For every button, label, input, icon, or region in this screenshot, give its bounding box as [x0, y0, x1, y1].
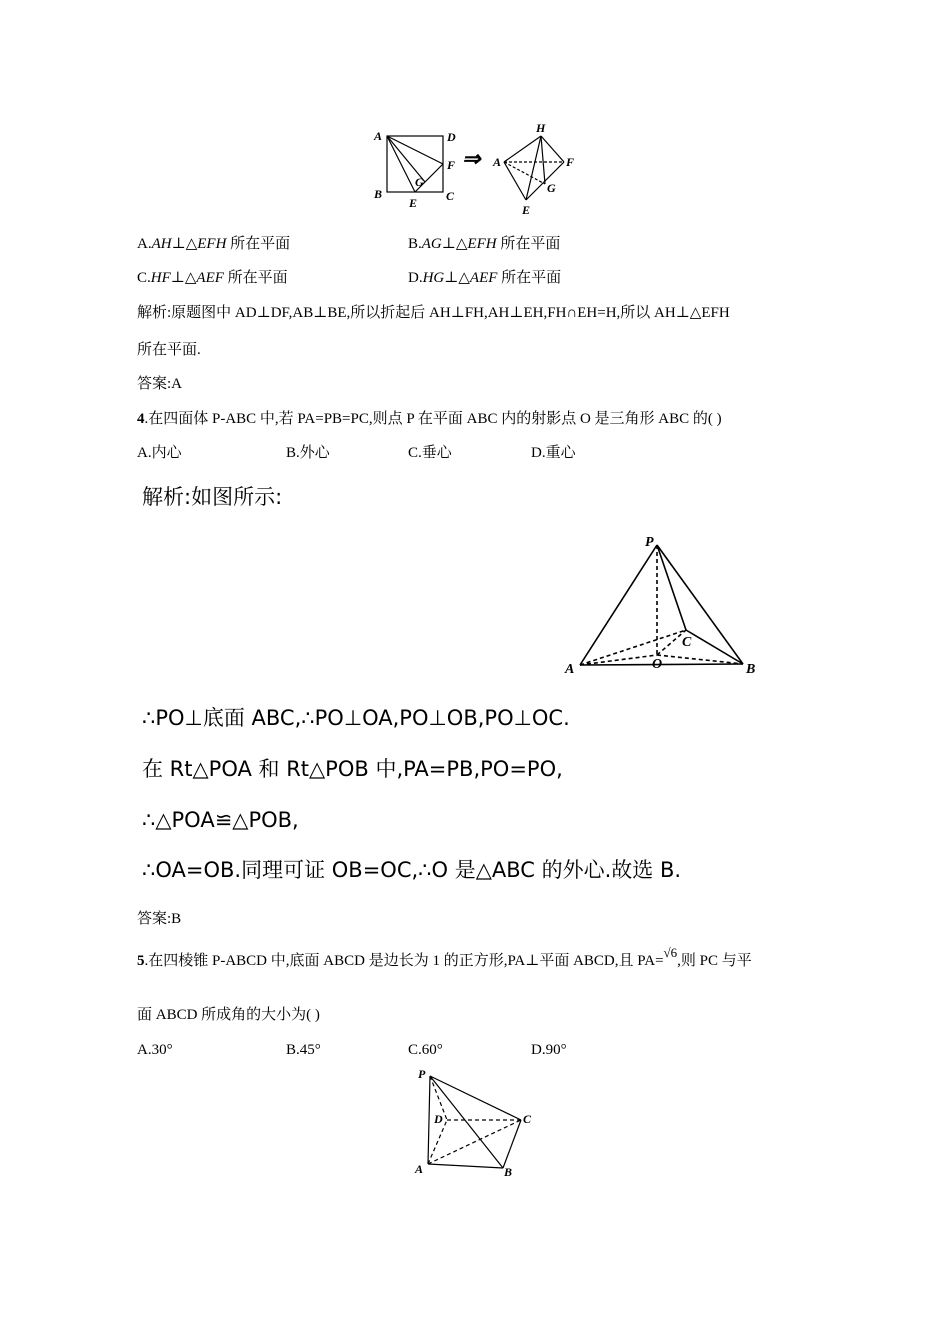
fig1-label-f2: F [566, 155, 575, 169]
q4-answer: 答案:B [137, 911, 182, 927]
fig3-label-a: A [415, 1162, 424, 1176]
fig1-label-e2: E [522, 203, 531, 217]
q4-analysis-heading: 解析:如图所示: [142, 485, 283, 509]
fig1-label-a: A [374, 129, 383, 143]
q5-option-b: B.45° [286, 1042, 321, 1058]
fig1-label-e: E [409, 196, 418, 210]
q4-option-d: D.重心 [531, 445, 576, 461]
q4-step4: ∴OA=OB.同理可证 OB=OC,∴O 是△ABC 的外心.故选 B. [142, 858, 682, 882]
q3-option-a: A.AH⊥△EFH 所在平面 [137, 236, 291, 252]
q5-stem-line2: 面 ABCD 所成角的大小为( ) [137, 1007, 320, 1023]
q5-option-a: A.30° [137, 1042, 173, 1058]
tetrahedron-figure [560, 530, 770, 680]
q4-option-c: C.垂心 [408, 445, 452, 461]
sqrt-six: √6 [663, 945, 678, 960]
fig2-label-b: B [746, 662, 756, 677]
q5-option-d: D.90° [531, 1042, 567, 1058]
q4-stem: 4.在四面体 P-ABC 中,若 PA=PB=PC,则点 P 在平面 ABC 内的射影点 O 是三角形 ABC 的( ) [137, 411, 722, 427]
fig1-label-h: H [536, 121, 546, 135]
q3-analysis-line2: 所在平面. [137, 342, 201, 358]
q4-number: 4 [137, 411, 145, 427]
fig1-label-g2: G [547, 181, 556, 195]
q5-number: 5 [137, 953, 145, 969]
q4-option-b: B.外心 [286, 445, 330, 461]
fig1-label-g: G [415, 175, 424, 189]
fig1-label-d: D [447, 130, 456, 144]
fig3-label-b: B [504, 1165, 513, 1179]
q3-option-c: C.HF⊥△AEF 所在平面 [137, 270, 288, 286]
pyramid-figure [410, 1062, 540, 1182]
fig3-label-p: P [418, 1067, 426, 1081]
fig1-label-a2: A [493, 155, 502, 169]
fig3-label-d: D [434, 1112, 443, 1126]
q5-option-c: C.60° [408, 1042, 443, 1058]
fig2-label-p: P [645, 535, 654, 550]
fold-arrow: ⇒ [462, 146, 481, 171]
fig1-label-f: F [447, 158, 456, 172]
q3-analysis-line1: 解析:原题图中 AD⊥DF,AB⊥BE,所以折起后 AH⊥FH,AH⊥EH,FH∩EH=H,所以 AH⊥△EFH [137, 305, 730, 321]
q4-step1: ∴PO⊥底面 ABC,∴PO⊥OA,PO⊥OB,PO⊥OC. [142, 706, 570, 730]
q3-option-d: D.HG⊥△AEF 所在平面 [408, 270, 562, 286]
folding-figure [370, 120, 590, 220]
q4-step3: ∴△POA≌△POB, [142, 808, 299, 832]
fig3-label-c: C [523, 1112, 532, 1126]
fig1-label-c: C [446, 189, 455, 203]
q4-step2: 在 Rt△POA 和 Rt△POB 中,PA=PB,PO=PO, [142, 757, 563, 781]
fig2-label-c: C [682, 635, 692, 650]
q3-option-b: B.AG⊥△EFH 所在平面 [408, 236, 561, 252]
fig1-label-b: B [374, 187, 383, 201]
q5-stem-line1: 5.在四棱锥 P-ABCD 中,底面 ABCD 是边长为 1 的正方形,PA⊥平面 ABCD,且 PA=√6,则 PC 与平 [137, 945, 752, 969]
fig2-label-o: O [652, 657, 663, 672]
q3-answer: 答案:A [137, 376, 183, 392]
q4-option-a: A.内心 [137, 445, 182, 461]
fig2-label-a: A [565, 662, 575, 677]
